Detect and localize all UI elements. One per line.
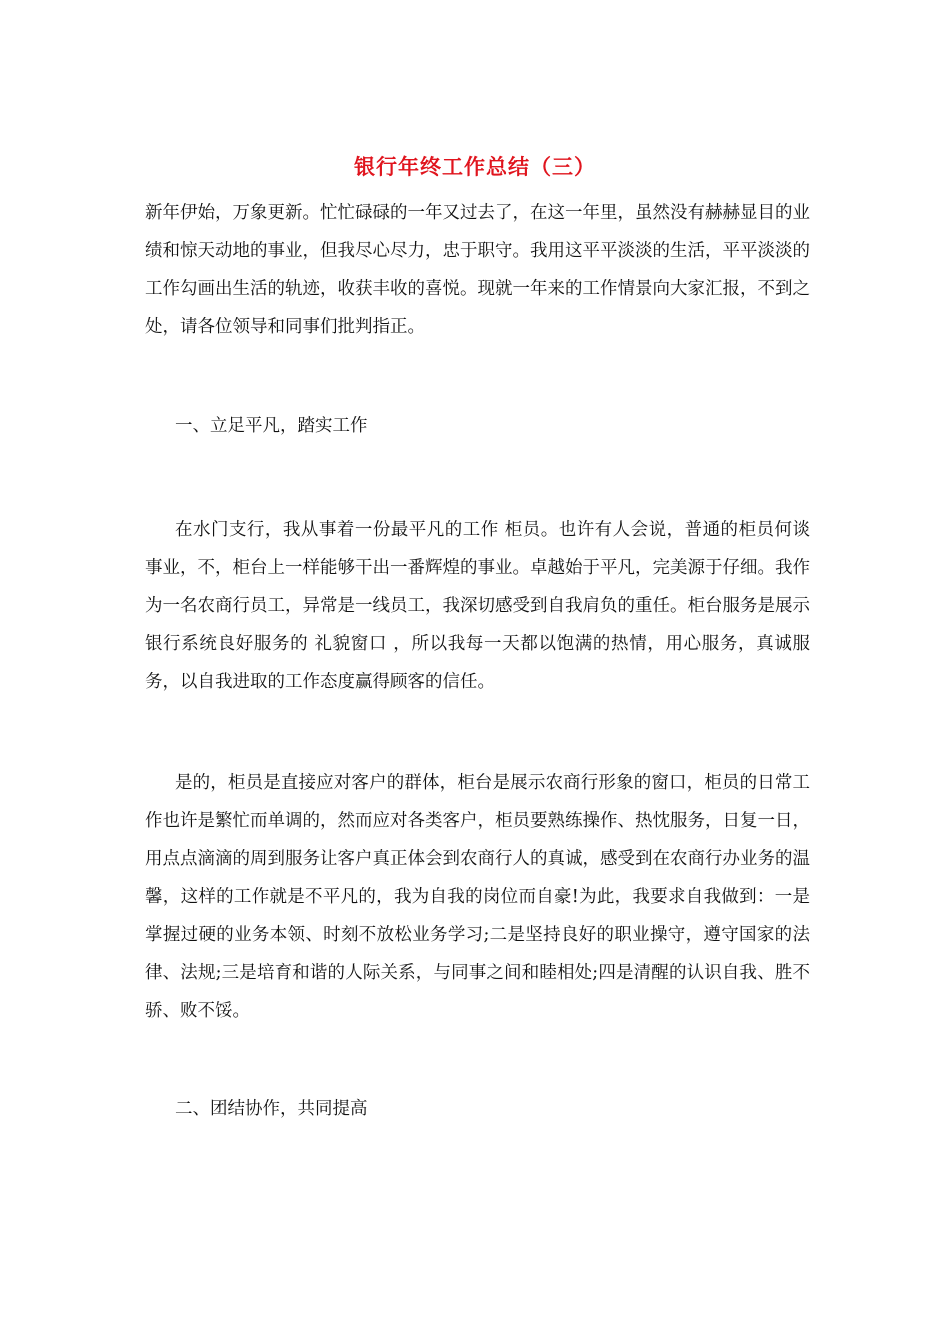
intro-paragraph: 新年伊始，万象更新。忙忙碌碌的一年又过去了，在这一年里，虽然没有赫赫显目的业绩和惊天动地的事业，但我尽心尽力，忠于职守。我用这平平淡淡的生活，平平淡淡的工作勾画出生活的轨迹，收获丰收的喜悦。现就一年来的工作情景向大家汇报，不到之处，请各位领导和同事们批判指正。 xyxy=(145,203,810,337)
body-paragraph-three: 是的，柜员是直接应对客户的群体，柜台是展示农商行形象的窗口，柜员的日常工作也许是繁忙而单调的，然而应对各类客户，柜员要熟练操作、热忱服务，日复一日，用点点滴滴的周到服务让客户真正体会到农商行人的真诚，感受到在农商行办业务的温馨，这样的工作就是不平凡的，我为自我的岗位而自豪!为此，我要求自我做到：一是掌握过硬的业务本领、时刻不放松业务学习;二是坚持良好的职业操守，遵守国家的法律、法规;三是培育和谐的人际关系，与同事之间和睦相处;四是清醒的认识自我、胜不骄、败不馁。 xyxy=(145,773,810,1021)
section-heading-two: 二、团结协作，共同提高 xyxy=(175,1099,368,1119)
document-title: 银行年终工作总结（三） xyxy=(354,154,596,179)
section-heading-one: 一、立足平凡，踏实工作 xyxy=(175,416,368,436)
body-paragraph-two: 在水门支行，我从事着一份最平凡的工作 柜员。也许有人会说，普通的柜员何谈事业，不，柜台上一样能够干出一番辉煌的事业。卓越始于平凡，完美源于仔细。我作为一名农商行员工，异常是一线员工，我深切感受到自我肩负的重任。柜台服务是展示银行系统良好服务的 礼貌窗口 ，所以我每一天都以饱满的热情，用心服务，真诚服务，以自我进取的工作态度赢得顾客的信任。 xyxy=(145,520,810,692)
